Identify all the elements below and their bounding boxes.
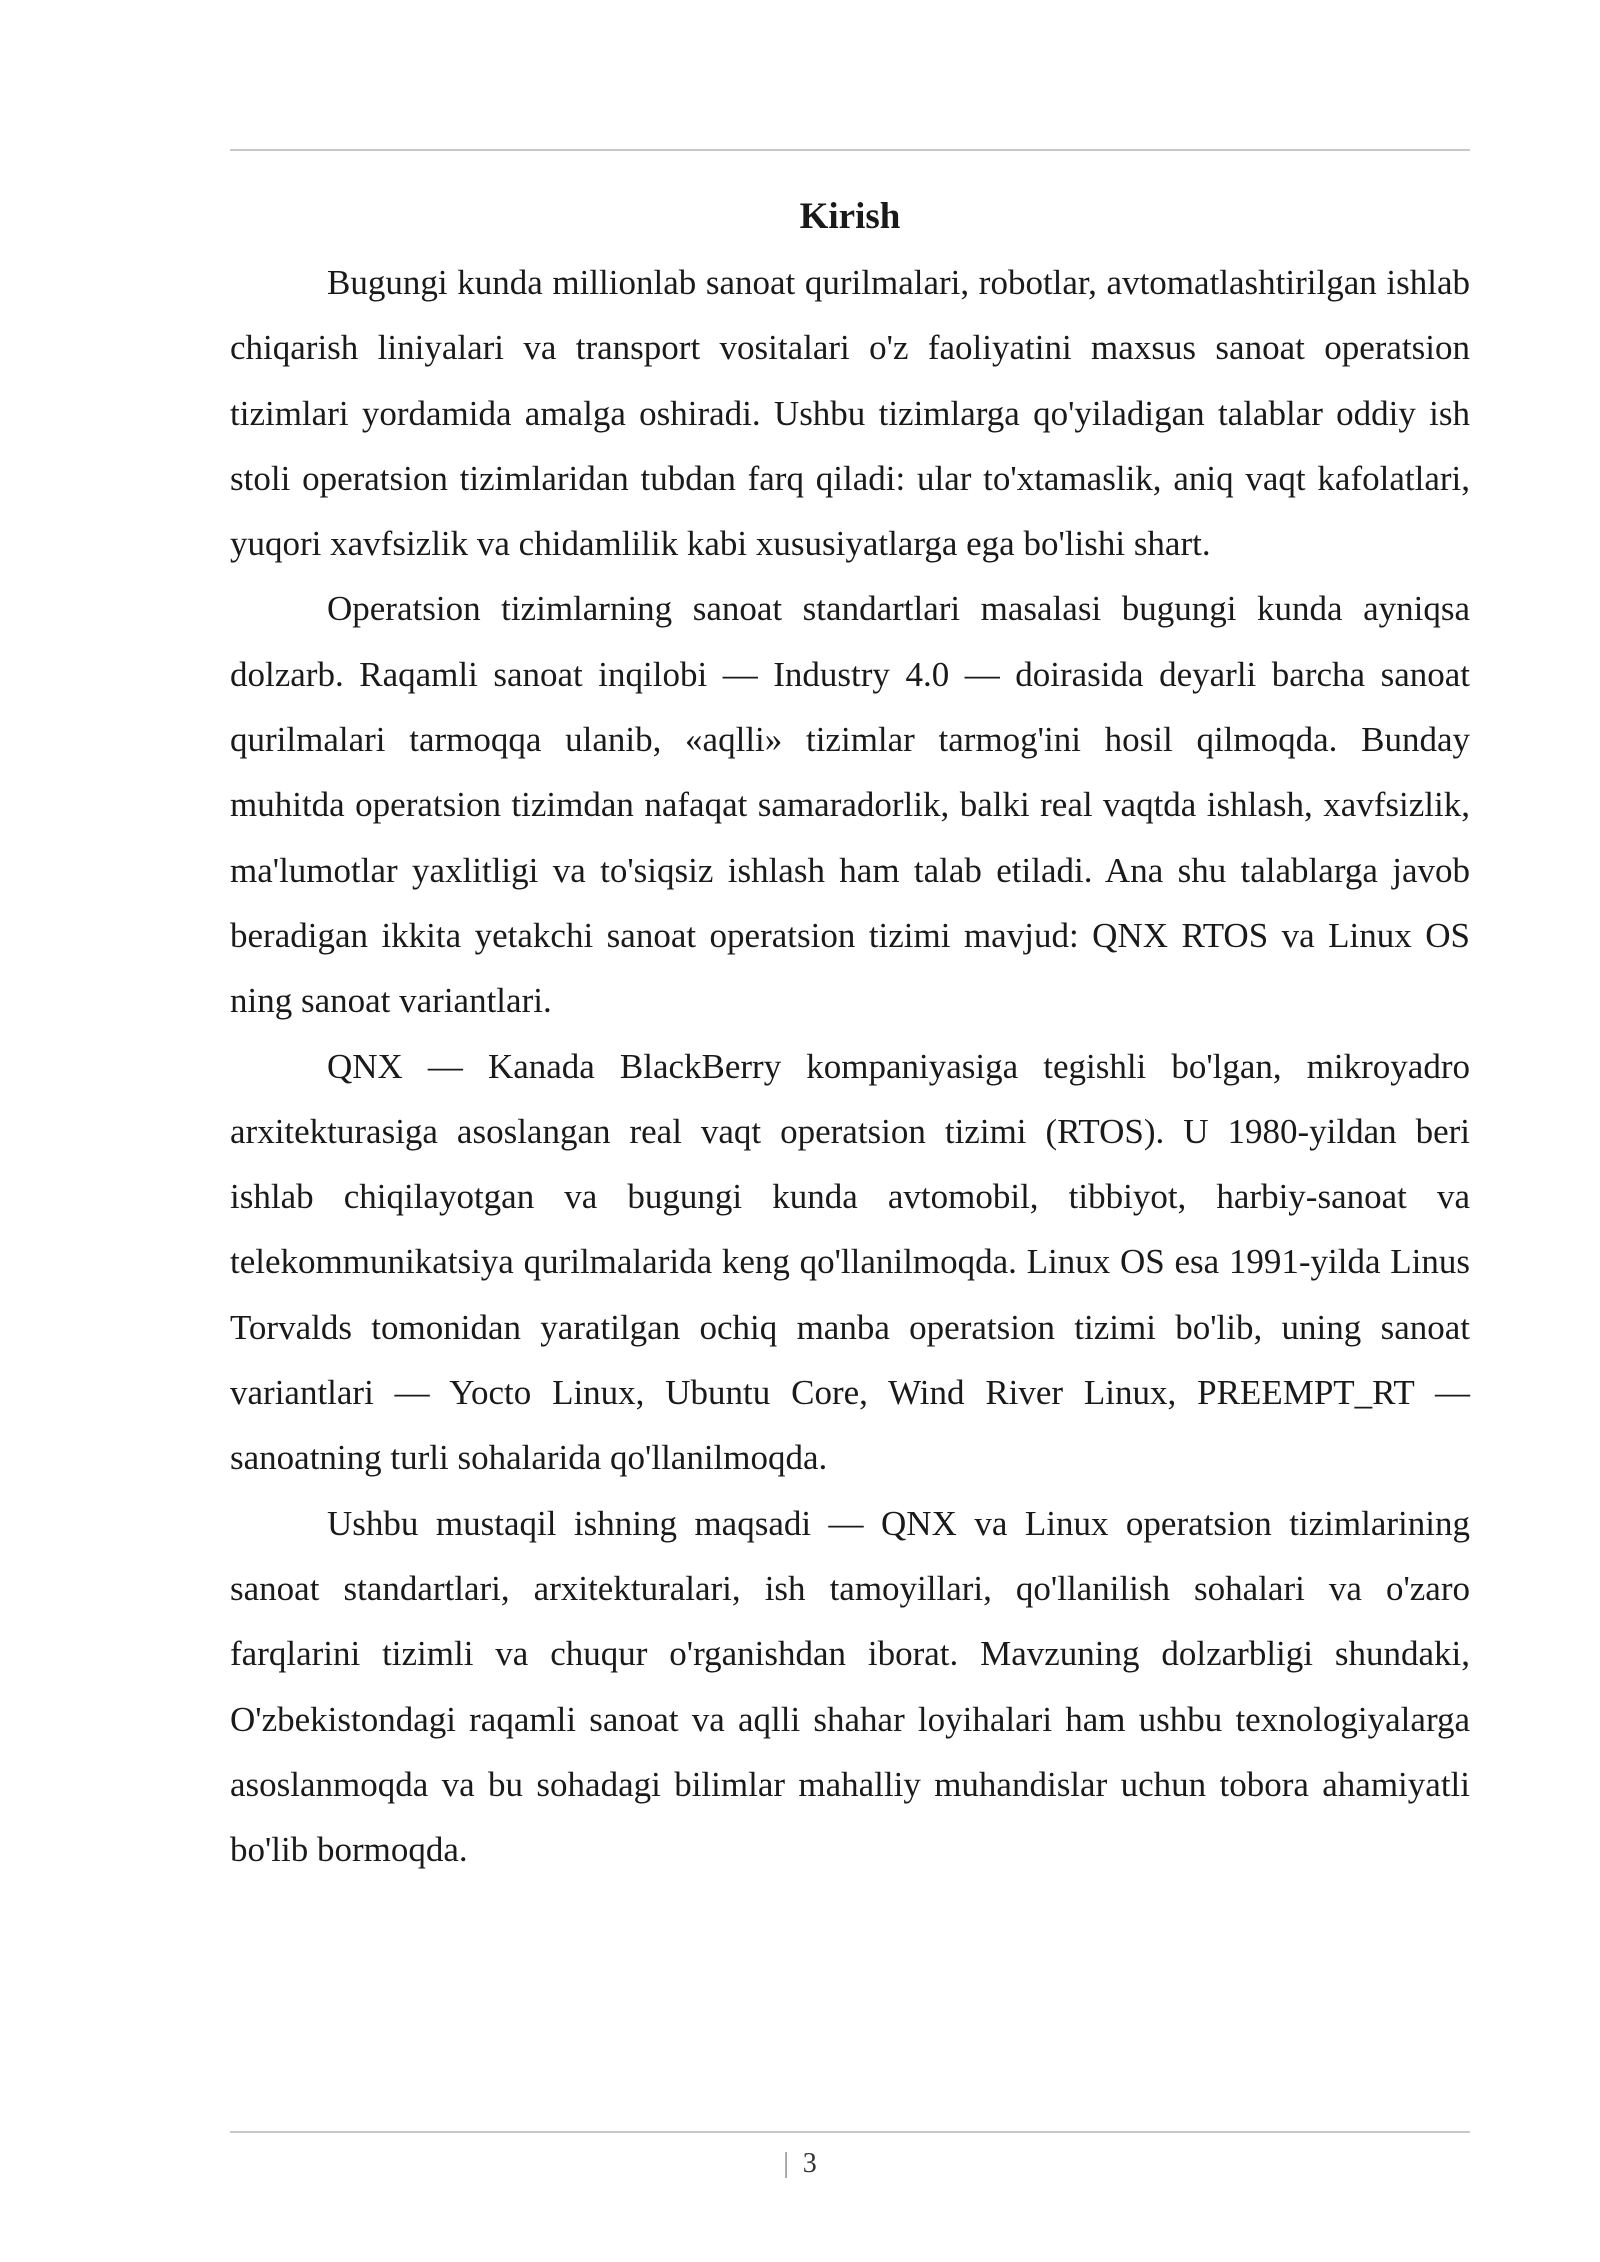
page-content [230, 184, 1470, 1882]
footer-rule [230, 2131, 1470, 2133]
footer-separator: | [783, 2148, 789, 2179]
paragraph-3: QNX — Kanada BlackBerry kompaniyasiga tegishli bo'lgan, mikroyadro arxitekturasiga asoslangan real vaqt operatsion tizimi (RTOS). U 1980-yildan beri ishlab chiqilayotgan va bugungi kunda avtomobil, tibbiyot, harbiy-sanoat va telekommunikatsiya qurilmalarida keng qo'llanilmoqda. Linux OS esa 1991-yilda Linus Torvalds tomonidan yaratilgan ochiq manba operatsion tizimi bo'lib, uning sanoat variantlari — Yocto Linux, Ubuntu Core, Wind River Linux, PREEMPT_RT — sanoatning turli sohalarida qo'llanilmoqda. [230, 1046, 1470, 1478]
paragraph-2: Operatsion tizimlarning sanoat standartlari masalasi bugungi kunda ayniqsa dolzarb. Raqamli sanoat inqilobi — Industry 4.0 — doirasida deyarli barcha sanoat qurilmalari tarmoqqa ulanib, «aqlli» tizimlar tarmog'ini hosil qilmoqda. Bunday muhitda operatsion tizimdan nafaqat samaradorlik, balki real vaqtda ishlash, xavfsizlik, ma'lumotlar yaxlitligi va to'siqsiz ishlash ham talab etiladi. Ana shu talablarga javob beradigan ikkita yetakchi sanoat operatsion tizimi mavjud: QNX RTOS va Linux OS ning sanoat variantlari. [230, 589, 1470, 1021]
paragraph-1: Bugungi kunda millionlab sanoat qurilmalari, robotlar, avtomatlashtirilgan ishlab chiqarish liniyalari va transport vositalari o'z faoliyatini maxsus sanoat operatsion tizimlari yordamida amalga oshiradi. Ushbu tizimlarga qo'yiladigan talablar oddiy ish stoli operatsion tizimlaridan tubdan farq qiladi: ular to'xtamaslik, aniq vaqt kafolatlari, yuqori xavfsizlik va chidamlilik kabi xususiyatlarga ega bo'lishi shart. [230, 263, 1470, 564]
page-footer [0, 2139, 1600, 2189]
page-number: 3 [802, 2148, 817, 2179]
paragraph-4: Ushbu mustaqil ishning maqsadi — QNX va Linux operatsion tizimlarining sanoat standartlari, arxitekturalari, ish tamoyillari, qo'llanilish sohalari va o'zaro farqlarini tizimli va chuqur o'rganishdan iborat. Mavzuning dolzarbligi shundaki, O'zbekistondagi raqamli sanoat va aqlli shahar loyihalari ham ushbu texnologiyalarga asoslanmoqda va bu sohadagi bilimlar mahalliy muhandislar uchun tobora ahamiyatli bo'lib bormoqda. [230, 1503, 1470, 1870]
header-rule [230, 149, 1470, 151]
section-title: Kirish [799, 196, 901, 237]
